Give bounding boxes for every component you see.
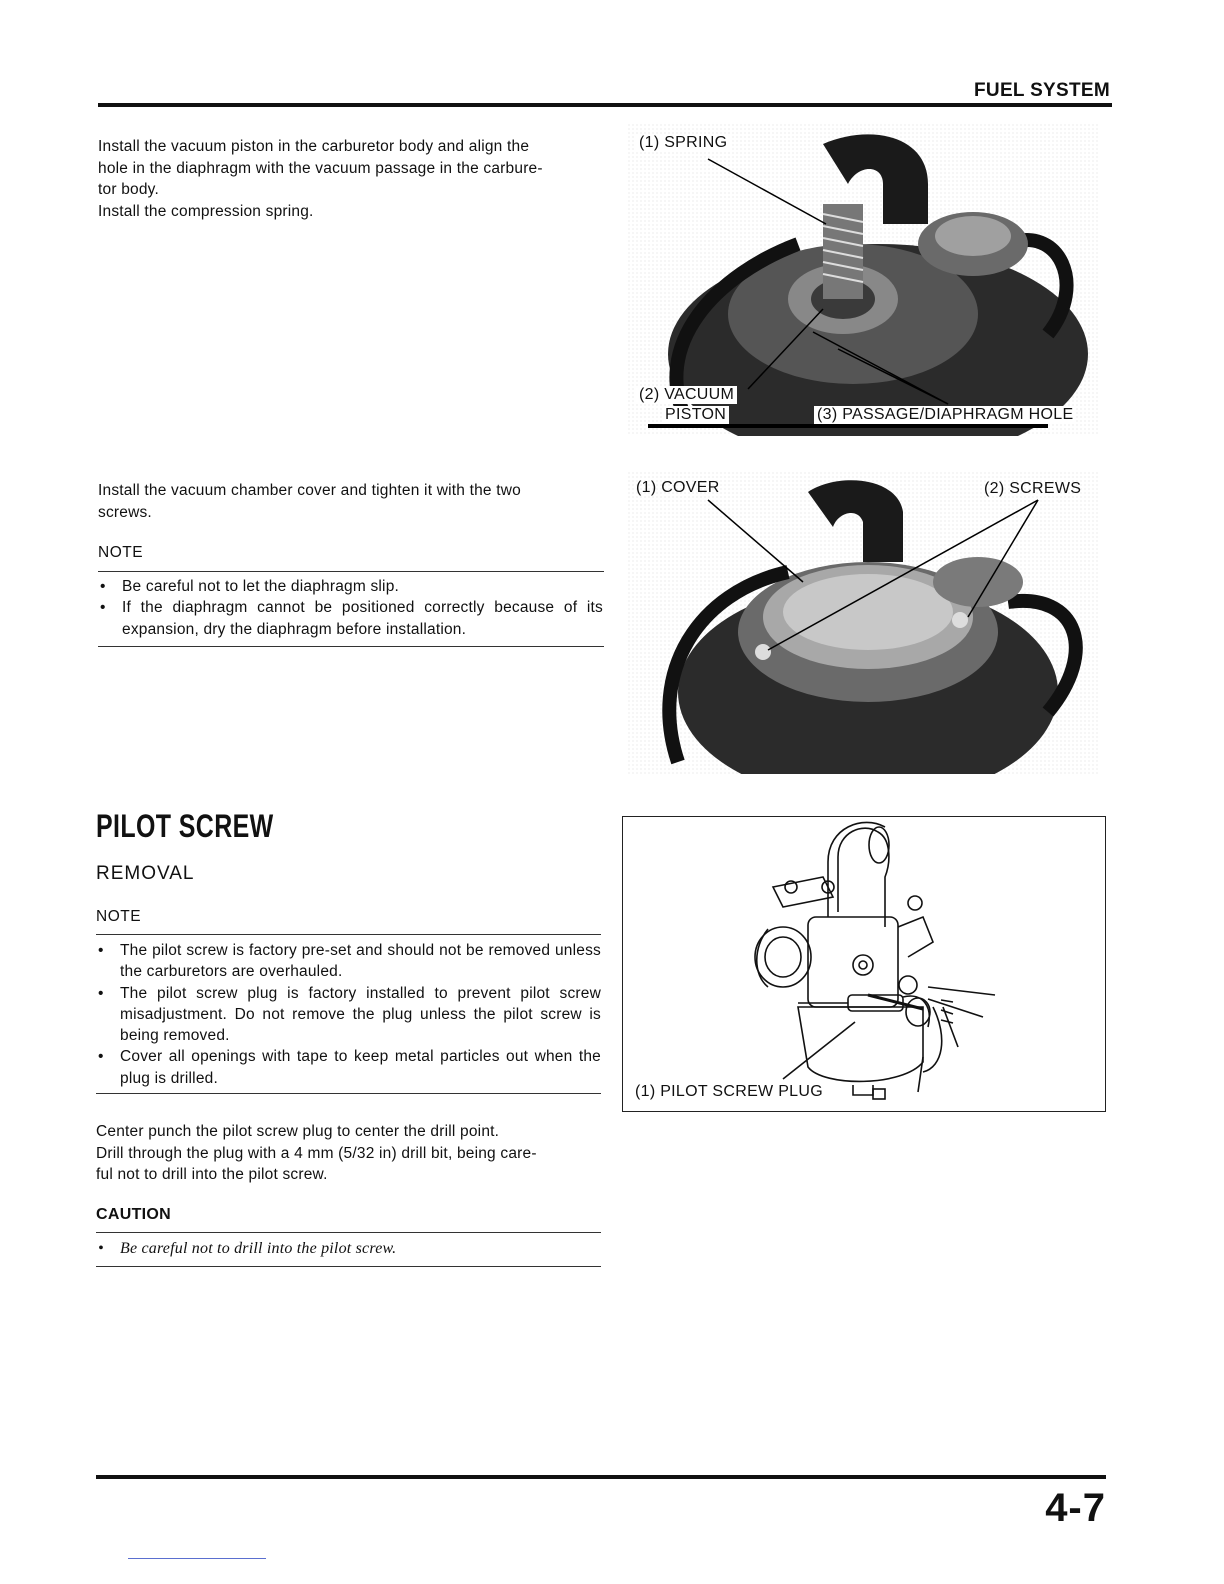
page-number: 4-7: [1045, 1486, 1106, 1530]
note-list: [98, 576, 603, 640]
list-item: • The pilot screw is factory pre-set and should not be removed unless the carburetors are overhauled.: [96, 940, 601, 983]
paragraph-line: ful not to drill into the pilot screw.: [96, 1166, 328, 1183]
note-rule-top: [98, 571, 604, 572]
list-item: • Cover all openings with tape to keep metal particles out when the plug is drilled.: [96, 1046, 601, 1089]
paragraph-line: Install the compression spring.: [98, 202, 314, 220]
paragraph-line: Install the vacuum chamber cover and tighten it with the two: [98, 482, 521, 499]
callout-cover: (1) COVER: [636, 479, 720, 496]
callout-piston: PISTON: [662, 406, 729, 424]
caution-rule-top: [96, 1232, 601, 1233]
page-header-title: FUEL SYSTEM: [974, 80, 1110, 101]
vacuum-cover-photo: [628, 472, 1100, 774]
paragraph-line: hole in the diaphragm with the vacuum passage in the carbure-: [98, 159, 543, 177]
paragraph-line: Install the vacuum piston in the carburetor body and align the: [98, 138, 530, 155]
note-rule-top: [96, 934, 601, 935]
note-rule-bottom: [96, 1093, 601, 1094]
install-piston-paragraph: [98, 136, 606, 222]
footer-link-underline: [128, 1558, 266, 1559]
section-subtitle: REMOVAL: [96, 863, 195, 884]
callout-pilot-screw-plug: (1) PILOT SCREW PLUG: [635, 1083, 823, 1100]
footer-rule: [96, 1475, 1106, 1479]
carburetor-drawing: [623, 817, 1105, 1111]
drill-paragraph: [96, 1121, 606, 1186]
note-label: NOTE: [98, 544, 144, 561]
note-rule-bottom: [98, 646, 604, 647]
list-item: • Be careful not to let the diaphragm slip.: [98, 576, 603, 597]
note-label: NOTE: [96, 908, 142, 925]
caution-label: CAUTION: [96, 1206, 171, 1223]
list-item: • If the diaphragm cannot be positioned correctly because of its expansion, dry the diaphragm before installation.: [98, 597, 603, 640]
caution-rule-bottom: [96, 1266, 601, 1267]
paragraph-line: Drill through the plug with a 4 mm (5/32 in) drill bit, being care-: [96, 1144, 537, 1162]
callout-spring: (1) SPRING: [636, 134, 730, 152]
install-cover-paragraph: [98, 480, 606, 523]
paragraph-line: screws.: [98, 503, 152, 521]
list-item: • The pilot screw plug is factory installed to prevent pilot screw misadjustment. Do not remove the plug unless the pilot screw is being removed.: [96, 983, 601, 1047]
callout-passage: (3) PASSAGE/DIAPHRAGM HOLE: [814, 406, 1076, 424]
section-title: PILOT SCREW: [96, 808, 274, 844]
callout-vacuum: (2) VACUUM: [636, 386, 737, 404]
note-list: [96, 940, 601, 1089]
carburetor-diagram: [622, 816, 1106, 1112]
list-item: • Be careful not to drill into the pilot screw.: [96, 1238, 601, 1259]
paragraph-line: tor body.: [98, 181, 159, 198]
caution-list: [96, 1238, 601, 1259]
callout-screws: (2) SCREWS: [984, 480, 1082, 497]
header-rule: [98, 103, 1112, 107]
paragraph-line: Center punch the pilot screw plug to center the drill point.: [96, 1123, 500, 1140]
vacuum-piston-photo: [628, 124, 1100, 436]
